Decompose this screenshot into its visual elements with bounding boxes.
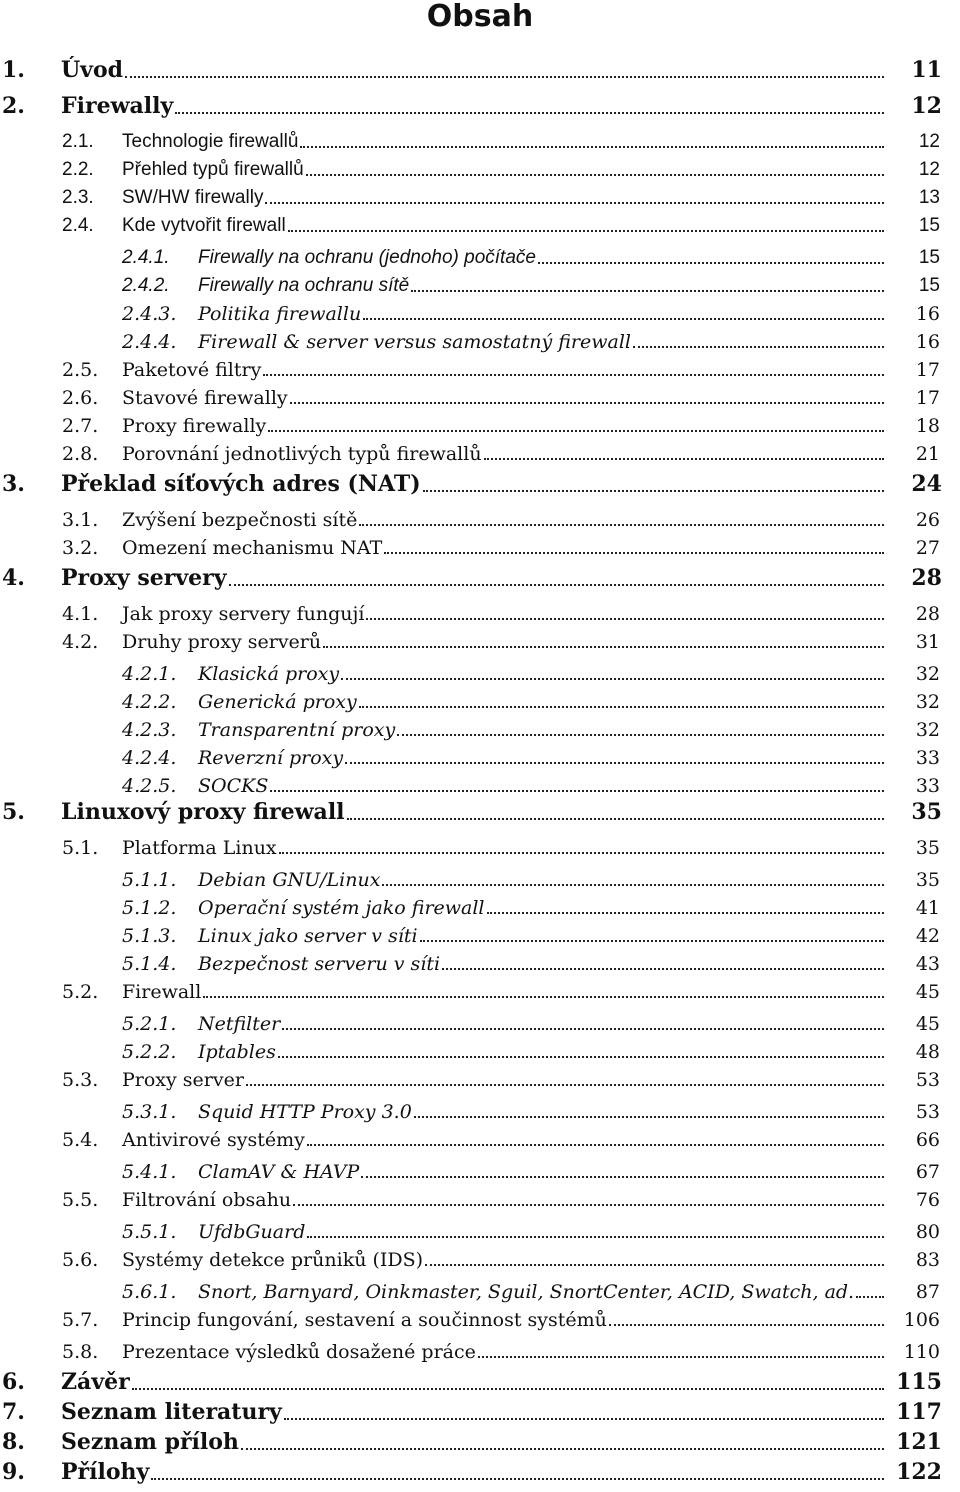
toc-dot-leader <box>609 1324 884 1326</box>
toc-entry-title: Kde vytvořit firewall <box>122 215 286 236</box>
toc-dot-leader <box>484 458 884 460</box>
toc-dot-leader <box>132 1388 884 1390</box>
toc-entry[interactable] <box>0 834 960 862</box>
toc-entry-number: 5.1.2. <box>122 897 177 919</box>
toc-dot-leader <box>361 1176 884 1178</box>
toc-dot-leader <box>363 318 884 320</box>
toc-dot-leader <box>425 1264 884 1266</box>
toc-dot-leader <box>263 374 884 376</box>
toc-entry-title: Netfilter <box>198 1013 281 1035</box>
toc-entry-title: Přehled typů firewallů <box>122 159 304 180</box>
toc-entry-page-number: 18 <box>915 415 940 437</box>
toc-entry[interactable] <box>0 1186 960 1214</box>
toc-entry-title: Proxy servery <box>61 565 227 591</box>
toc-entry[interactable] <box>0 1246 960 1274</box>
toc-entry[interactable] <box>0 440 960 468</box>
toc-entry[interactable] <box>0 1460 960 1488</box>
toc-entry-title: Přílohy <box>61 1459 150 1485</box>
toc-entry[interactable] <box>0 384 960 412</box>
toc-entry-page-number: 66 <box>915 1129 940 1151</box>
toc-entry-title: Firewally na ochranu sítě <box>198 275 410 296</box>
toc-entry[interactable] <box>0 800 960 828</box>
toc-entry-page-number: 21 <box>915 443 940 465</box>
toc-entry-number: 4.2.4. <box>122 747 177 769</box>
toc-entry-page-number: 45 <box>915 981 940 1003</box>
page-title: Obsah <box>426 0 534 34</box>
toc-entry-title: ClamAV & HAVP <box>198 1161 360 1183</box>
toc-entry-number: 2.4.3. <box>122 303 177 325</box>
toc-dot-leader <box>307 1144 884 1146</box>
toc-entry-title: UfdbGuard <box>198 1221 306 1243</box>
toc-entry-number: 2.8. <box>62 443 99 465</box>
toc-entry-number: 4.2.3. <box>122 719 177 741</box>
toc-dot-leader <box>487 912 884 914</box>
toc-dot-leader <box>284 1418 884 1420</box>
toc-entry[interactable] <box>0 472 960 500</box>
toc-entry[interactable] <box>0 922 960 950</box>
toc-entry-title: Antivirové systémy <box>122 1129 305 1151</box>
toc-entry-number: 5.5.1. <box>122 1221 177 1243</box>
toc-entry-title: Proxy server <box>122 1069 244 1091</box>
toc-entry-page-number: 76 <box>915 1189 940 1211</box>
toc-entry-page-number: 13 <box>918 187 940 208</box>
toc-dot-leader <box>300 146 884 148</box>
toc-entry-number: 2.4. <box>62 215 94 236</box>
toc-entry[interactable] <box>0 1066 960 1094</box>
toc-dot-leader <box>397 734 884 736</box>
toc-entry[interactable] <box>0 506 960 534</box>
toc-entry-page-number: 42 <box>915 925 940 947</box>
toc-entry-page-number: 121 <box>896 1429 942 1455</box>
toc-entry-number: 5.1.1. <box>122 869 177 891</box>
toc-entry-page-number: 53 <box>915 1101 940 1123</box>
toc-dot-leader <box>265 202 884 204</box>
toc-entry-number: 5.3.1. <box>122 1101 177 1123</box>
toc-entry-title: Firewally na ochranu (jednoho) počítače <box>198 247 536 268</box>
toc-entry-number: 6. <box>2 1369 25 1395</box>
toc-dot-leader <box>270 790 884 792</box>
toc-entry[interactable] <box>0 566 960 594</box>
toc-entry-number: 4.2.1. <box>122 663 177 685</box>
toc-entry-title: Firewall <box>122 981 202 1003</box>
toc-dot-leader <box>347 818 884 820</box>
toc-entry[interactable] <box>0 1126 960 1154</box>
toc-entry[interactable] <box>0 534 960 562</box>
toc-entry[interactable] <box>0 94 960 122</box>
toc-dot-leader <box>290 402 884 404</box>
toc-entry[interactable] <box>0 1400 960 1428</box>
toc-entry-title: Squid HTTP Proxy 3.0 <box>198 1101 412 1123</box>
toc-entry-number: 5.1. <box>62 837 99 859</box>
toc-entry-page-number: 33 <box>915 775 940 797</box>
toc-entry-title: SOCKS <box>198 775 269 797</box>
toc-entry-number: 5.4. <box>62 1129 99 1151</box>
toc-entry-number: 3.1. <box>62 509 99 531</box>
toc-entry[interactable] <box>0 1278 960 1306</box>
toc-entry[interactable] <box>0 1098 960 1126</box>
toc-dot-leader <box>384 552 884 554</box>
toc-entry-title: Porovnání jednotlivých typů firewallů <box>122 443 482 465</box>
toc-entry[interactable] <box>0 688 960 716</box>
toc-entry[interactable] <box>0 184 960 212</box>
toc-entry-number: 4.2.5. <box>122 775 177 797</box>
toc-entry-page-number: 17 <box>915 359 940 381</box>
toc-entry-number: 5.4.1. <box>122 1161 177 1183</box>
toc-entry-number: 2.5. <box>62 359 99 381</box>
toc-entry-page-number: 17 <box>915 387 940 409</box>
toc-dot-leader <box>246 1084 884 1086</box>
toc-entry[interactable] <box>0 1370 960 1398</box>
toc-dot-leader <box>268 430 884 432</box>
toc-entry-title: Linuxový proxy firewall <box>61 799 345 825</box>
toc-entry[interactable] <box>0 412 960 440</box>
toc-dot-leader <box>411 290 884 292</box>
toc-dot-leader <box>359 524 884 526</box>
toc-dot-leader <box>478 1356 884 1358</box>
toc-entry[interactable] <box>0 1158 960 1186</box>
toc-entry-page-number: 48 <box>915 1041 940 1063</box>
toc-entry-page-number: 53 <box>915 1069 940 1091</box>
toc-entry-page-number: 15 <box>918 275 940 296</box>
toc-entry[interactable] <box>0 244 960 272</box>
toc-entry-number: 8. <box>2 1429 25 1455</box>
toc-entry-page-number: 33 <box>915 747 940 769</box>
toc-dot-leader <box>382 884 884 886</box>
toc-dot-leader <box>345 762 884 764</box>
toc-entry-title: Politika firewallu <box>198 303 362 325</box>
toc-entry-title: Seznam příloh <box>61 1429 239 1455</box>
toc-entry-number: 5.3. <box>62 1069 99 1091</box>
toc-entry[interactable] <box>0 866 960 894</box>
toc-entry-number: 5.8. <box>62 1341 99 1363</box>
toc-entry-page-number: 28 <box>915 603 940 625</box>
toc-dot-leader <box>323 646 884 648</box>
toc-entry[interactable] <box>0 978 960 1006</box>
toc-entry-title: Proxy firewally <box>122 415 267 437</box>
toc-entry-page-number: 115 <box>896 1369 942 1395</box>
toc-entry[interactable] <box>0 660 960 688</box>
toc-entry[interactable] <box>0 212 960 240</box>
toc-entry-number: 2.4.1. <box>122 247 170 268</box>
toc-entry[interactable] <box>0 744 960 772</box>
toc-entry[interactable] <box>0 1038 960 1066</box>
toc-entry[interactable] <box>0 156 960 184</box>
toc-entry-title: Transparentní proxy <box>198 719 396 741</box>
toc-entry-title: Filtrování obsahu <box>122 1189 292 1211</box>
toc-entry-title: Seznam literatury <box>61 1399 282 1425</box>
toc-entry-title: Debian GNU/Linux <box>198 869 381 891</box>
toc-entry[interactable] <box>0 272 960 300</box>
toc-dot-leader <box>856 1296 884 1298</box>
toc-dot-leader <box>175 112 884 114</box>
toc-dot-leader <box>633 346 884 348</box>
toc-entry-number: 5.2.2. <box>122 1041 177 1063</box>
toc-dot-leader <box>414 1116 884 1118</box>
toc-entry-title: Systémy detekce průniků (IDS) <box>122 1249 424 1271</box>
toc-dot-leader <box>293 1204 884 1206</box>
toc-entry-number: 4.2.2. <box>122 691 177 713</box>
toc-dot-leader <box>366 618 884 620</box>
toc-entry-number: 5.6.1. <box>122 1281 177 1303</box>
toc-dot-leader <box>125 76 884 78</box>
toc-entry-number: 2.1. <box>62 131 94 152</box>
toc-entry[interactable] <box>0 1306 960 1334</box>
toc-entry-page-number: 35 <box>915 837 940 859</box>
toc-entry-title: Překlad síťových adres (NAT) <box>61 471 421 497</box>
toc-entry-number: 5. <box>2 799 25 825</box>
toc-entry-number: 3.2. <box>62 537 99 559</box>
toc-entry-page-number: 12 <box>911 93 942 119</box>
toc-entry-number: 2.4.2. <box>122 275 170 296</box>
toc-entry-title: Zvýšení bezpečnosti sítě <box>122 509 358 531</box>
toc-entry-number: 4.1. <box>62 603 99 625</box>
toc-entry[interactable] <box>0 716 960 744</box>
toc-entry-title: Firewally <box>61 93 174 119</box>
toc-entry-number: 2. <box>2 93 25 119</box>
toc-entry-page-number: 26 <box>915 509 940 531</box>
toc-entry-title: Druhy proxy serverů <box>122 631 322 653</box>
toc-entry-page-number: 15 <box>918 247 940 268</box>
toc-entry[interactable] <box>0 58 960 86</box>
toc-entry-number: 5.1.4. <box>122 953 177 975</box>
toc-entry-title: Klasická proxy <box>198 663 340 685</box>
toc-entry-number: 4.2. <box>62 631 99 653</box>
toc-entry[interactable] <box>0 1218 960 1246</box>
toc-entry-number: 7. <box>2 1399 25 1425</box>
toc-entry-page-number: 32 <box>915 691 940 713</box>
toc-entry-title: Princip fungování, sestavení a součinnost systémů <box>122 1309 607 1331</box>
toc-dot-leader <box>241 1448 884 1450</box>
toc-entry[interactable] <box>0 128 960 156</box>
toc-entry-page-number: 35 <box>911 799 942 825</box>
toc-dot-leader <box>282 1028 884 1030</box>
toc-entry-title: Operační systém jako firewall <box>198 897 485 919</box>
toc-entry-number: 3. <box>2 471 25 497</box>
toc-entry-title: Paketové filtry <box>122 359 262 381</box>
toc-dot-leader <box>306 174 884 176</box>
toc-entry-title: Bezpečnost serveru v síti <box>198 953 441 975</box>
toc-entry-title: Jak proxy servery fungují <box>122 603 365 625</box>
toc-entry-page-number: 106 <box>903 1309 940 1331</box>
toc-entry[interactable] <box>0 356 960 384</box>
toc-entry-number: 4. <box>2 565 25 591</box>
toc-entry[interactable] <box>0 600 960 628</box>
toc-entry-page-number: 12 <box>918 159 940 180</box>
toc-entry-number: 2.6. <box>62 387 99 409</box>
toc-dot-leader <box>279 852 884 854</box>
toc-entry-number: 9. <box>2 1459 25 1485</box>
toc-entry-page-number: 35 <box>915 869 940 891</box>
toc-entry-number: 1. <box>2 57 25 83</box>
toc-entry-page-number: 43 <box>915 953 940 975</box>
toc-entry-number: 2.2. <box>62 159 94 180</box>
toc-entry-page-number: 31 <box>915 631 940 653</box>
toc-entry-page-number: 24 <box>911 471 942 497</box>
toc-entry-number: 2.4.4. <box>122 331 177 353</box>
toc-entry-page-number: 15 <box>918 215 940 236</box>
toc-dot-leader <box>203 996 884 998</box>
toc-entry-title: Stavové firewally <box>122 387 288 409</box>
toc-entry-page-number: 16 <box>915 303 940 325</box>
toc-entry-title: Omezení mechanismu NAT <box>122 537 383 559</box>
toc-entry-title: Úvod <box>61 57 124 83</box>
toc-entry[interactable] <box>0 1338 960 1366</box>
toc-dot-leader <box>538 262 884 264</box>
toc-entry-title: SW/HW firewally <box>122 187 264 208</box>
toc-dot-leader <box>359 706 884 708</box>
toc-entry-page-number: 11 <box>911 57 942 83</box>
toc-entry-title: Linux jako server v síti <box>198 925 418 947</box>
toc-dot-leader <box>341 678 884 680</box>
toc-entry-number: 2.7. <box>62 415 99 437</box>
toc-entry-number: 5.6. <box>62 1249 99 1271</box>
toc-dot-leader <box>442 968 884 970</box>
toc-entry[interactable] <box>0 328 960 356</box>
toc-entry-title: Závěr <box>61 1369 130 1395</box>
toc-entry[interactable] <box>0 772 960 800</box>
toc-entry-title: Iptables <box>198 1041 276 1063</box>
toc-entry-page-number: 67 <box>915 1161 940 1183</box>
toc-entry[interactable] <box>0 950 960 978</box>
toc-entry[interactable] <box>0 300 960 328</box>
toc-dot-leader <box>307 1236 884 1238</box>
toc-entry[interactable] <box>0 628 960 656</box>
toc-dot-leader <box>229 584 884 586</box>
toc-entry-page-number: 122 <box>896 1459 942 1485</box>
toc-entry-page-number: 87 <box>915 1281 940 1303</box>
toc-entry-page-number: 28 <box>911 565 942 591</box>
toc-entry-title: Generická proxy <box>198 691 357 713</box>
toc-entry-page-number: 16 <box>915 331 940 353</box>
toc-entry-number: 5.7. <box>62 1309 99 1331</box>
toc-dot-leader <box>423 490 884 492</box>
toc-dot-leader <box>288 230 884 232</box>
toc-dot-leader <box>420 940 884 942</box>
toc-entry[interactable] <box>0 894 960 922</box>
toc-dot-leader <box>151 1478 884 1480</box>
toc-entry-page-number: 117 <box>896 1399 942 1425</box>
toc-entry-page-number: 32 <box>915 719 940 741</box>
toc-entry-number: 5.5. <box>62 1189 99 1211</box>
toc-entry-page-number: 27 <box>915 537 940 559</box>
toc-entry-page-number: 41 <box>915 897 940 919</box>
toc-entry-page-number: 80 <box>915 1221 940 1243</box>
toc-entry-page-number: 32 <box>915 663 940 685</box>
toc-entry[interactable] <box>0 1010 960 1038</box>
toc-dot-leader <box>278 1056 884 1058</box>
toc-entry-page-number: 45 <box>915 1013 940 1035</box>
toc-entry-title: Prezentace výsledků dosažené práce <box>122 1341 476 1363</box>
toc-entry-number: 5.1.3. <box>122 925 177 947</box>
toc-entry-page-number: 110 <box>903 1341 940 1363</box>
toc-entry-page-number: 83 <box>915 1249 940 1271</box>
toc-entry-number: 5.2. <box>62 981 99 1003</box>
toc-entry-number: 5.2.1. <box>122 1013 177 1035</box>
toc-entry[interactable] <box>0 1430 960 1458</box>
toc-entry-title: Reverzní proxy <box>198 747 344 769</box>
toc-entry-number: 2.3. <box>62 187 94 208</box>
toc-entry-title: Snort, Barnyard, Oinkmaster, Sguil, SnortCenter, ACID, Swatch, ad. <box>198 1281 855 1303</box>
toc-entry-title: Firewall & server versus samostatný firewall <box>198 331 631 353</box>
toc-entry-title: Technologie firewallů <box>122 131 299 152</box>
toc-entry-title: Platforma Linux <box>122 837 277 859</box>
toc-entry-page-number: 12 <box>918 131 940 152</box>
